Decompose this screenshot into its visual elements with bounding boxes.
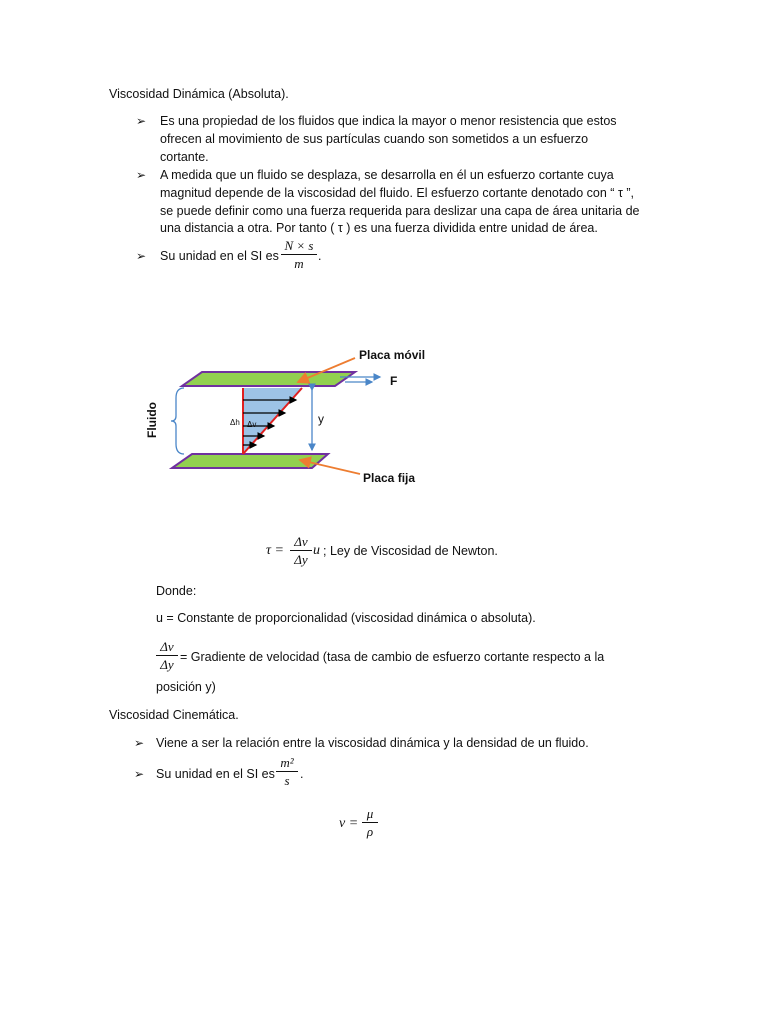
- gradient-definition-cont: posición y): [156, 680, 216, 694]
- label-fluido: Fluido: [145, 402, 159, 438]
- section-title-dinamica: Viscosidad Dinámica (Absoluta).: [109, 87, 289, 101]
- label-delta-v: Δv: [247, 420, 257, 429]
- gradient-definition: = Gradiente de velocidad (tasa de cambio de esfuerzo cortante respecto a la: [180, 650, 605, 664]
- unit-numerator: m²: [280, 755, 294, 770]
- label-placa-movil: Placa móvil: [359, 348, 426, 362]
- gradient-numerator: Δv: [160, 639, 174, 654]
- bullet-text-line: A medida que un fluido se desplaza, se desarrolla en él un esfuerzo cortante cuya: [160, 168, 614, 182]
- unit-denominator: s: [284, 773, 290, 788]
- gradient-denominator: Δy: [160, 657, 174, 672]
- gradient-fraction: [156, 639, 178, 672]
- moving-plate: [182, 372, 355, 386]
- equation-caption: ; Ley de Viscosidad de Newton.: [323, 544, 498, 558]
- bullet-text-line: se puede definir como una fuerza requerida para deslizar una capa de área unitaria de: [160, 204, 640, 218]
- bullet-arrow-icon: ➢: [134, 767, 145, 781]
- equation-numerator: Δv: [294, 534, 308, 549]
- equation-lhs: τ =: [266, 543, 284, 558]
- unit-text: Su unidad en el SI es: [160, 249, 279, 263]
- bullet-arrow-icon: ➢: [134, 736, 145, 750]
- unit-period: .: [318, 249, 322, 263]
- kinematic-fraction: [362, 806, 378, 839]
- bullet-text-line: ofrecen al movimiento de sus partículas cuando son sometidos a un esfuerzo: [160, 132, 589, 146]
- kinematic-denominator: ρ: [366, 824, 374, 839]
- unit-denominator: m: [294, 256, 304, 271]
- unit-numerator: N × s: [284, 238, 314, 253]
- fluid-brace: [171, 388, 184, 454]
- bullet-text-line: cortante.: [160, 150, 209, 164]
- bullet-arrow-icon: ➢: [136, 249, 147, 263]
- bullet-arrow-icon: ➢: [136, 114, 147, 128]
- kinematic-lhs: ν =: [339, 816, 359, 831]
- kinematic-numerator: μ: [366, 806, 374, 821]
- unit-fraction: [281, 238, 317, 271]
- bullet-text-line: magnitud depende de la viscosidad del fluido. El esfuerzo cortante denotado con “ τ ”,: [160, 186, 634, 200]
- label-placa-fija: Placa fija: [363, 471, 416, 485]
- equation-denominator: Δy: [294, 552, 308, 567]
- label-delta-h: Δh: [230, 418, 240, 427]
- donde-title: Donde:: [156, 584, 197, 598]
- viscosity-diagram: [140, 340, 440, 500]
- bullet-text-line: Es una propiedad de los fluidos que indica la mayor o menor resistencia que estos: [160, 114, 617, 128]
- label-y: y: [318, 412, 324, 426]
- unit-fraction: [276, 755, 298, 788]
- bullet-arrow-icon: ➢: [136, 168, 147, 182]
- unit-text: Su unidad en el SI es: [156, 767, 275, 781]
- label-force: F: [390, 374, 398, 388]
- unit-period: .: [300, 767, 304, 781]
- u-definition: u = Constante de proporcionalidad (viscosidad dinámica o absoluta).: [156, 611, 536, 625]
- bullet-text-line: una distancia a otra. Por tanto ( τ ) es una fuerza dividida entre unidad de área.: [160, 221, 598, 235]
- equation-variable: u: [313, 543, 320, 558]
- bullet-text-line: Viene a ser la relación entre la viscosidad dinámica y la densidad de un fluido.: [156, 736, 589, 750]
- equation-fraction: [290, 534, 312, 567]
- section-title-cinematica: Viscosidad Cinemática.: [109, 708, 239, 722]
